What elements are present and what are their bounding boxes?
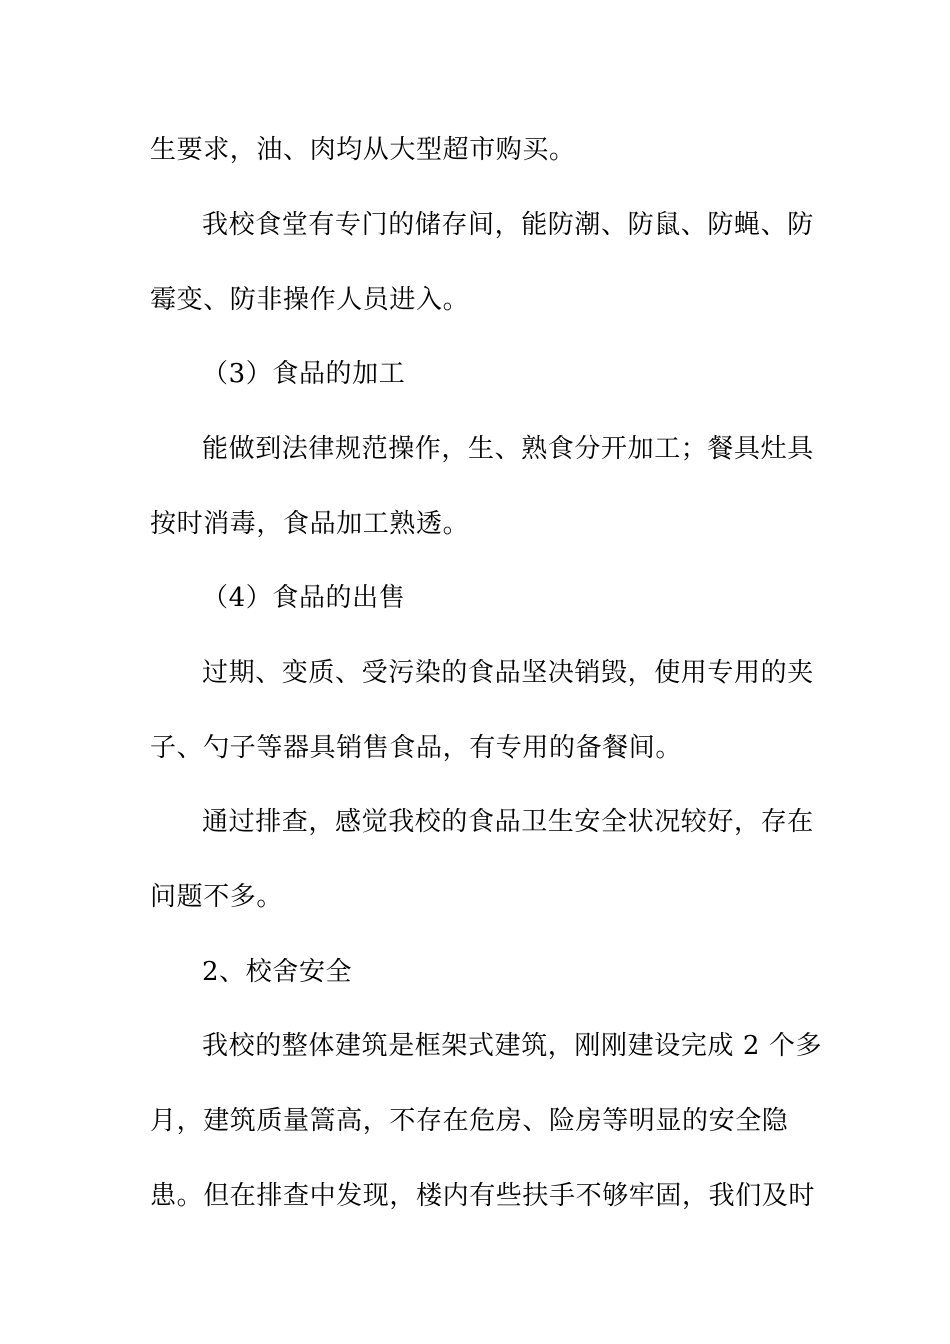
- text-line-15: 患。但在排查中发现，楼内有些扶手不够牢固，我们及时: [150, 1181, 816, 1211]
- text-line-14: 月，建筑质量篙高，不存在危房、险房等明显的安全隐: [150, 1106, 789, 1136]
- text-line-6: 按时消毒，食品加工熟透。: [150, 509, 470, 539]
- text-line-11: 问题不多。: [150, 882, 284, 912]
- text-line-8: 过期、变质、受污染的食品坚决销毁，使用专用的夹: [202, 658, 814, 688]
- text-line-9: 子、勺子等器具销售食品，有专用的备餐间。: [150, 733, 683, 763]
- subheading-food-processing: （3）食品的加工: [202, 359, 406, 389]
- text-line-10: 通过排查，感觉我校的食品卫生安全状况较好，存在: [202, 807, 814, 837]
- text-line-3: 霉变、防非操作人员进入。: [150, 285, 470, 315]
- subheading-food-sales: （4）食品的出售: [202, 583, 406, 613]
- text-line-2: 我校食堂有专门的储存间，能防潮、防鼠、防蝇、防: [202, 210, 814, 240]
- text-line-1: 生要求，油、肉均从大型超市购买。: [150, 135, 576, 165]
- text-line-5: 能做到法律规范操作，生、熟食分开加工；餐具灶具: [202, 434, 814, 464]
- subheading-school-building-safety: 2、校舍安全: [202, 957, 353, 987]
- text-line-13: 我校的整体建筑是框架式建筑，刚刚建设完成 2 个多: [202, 1031, 823, 1061]
